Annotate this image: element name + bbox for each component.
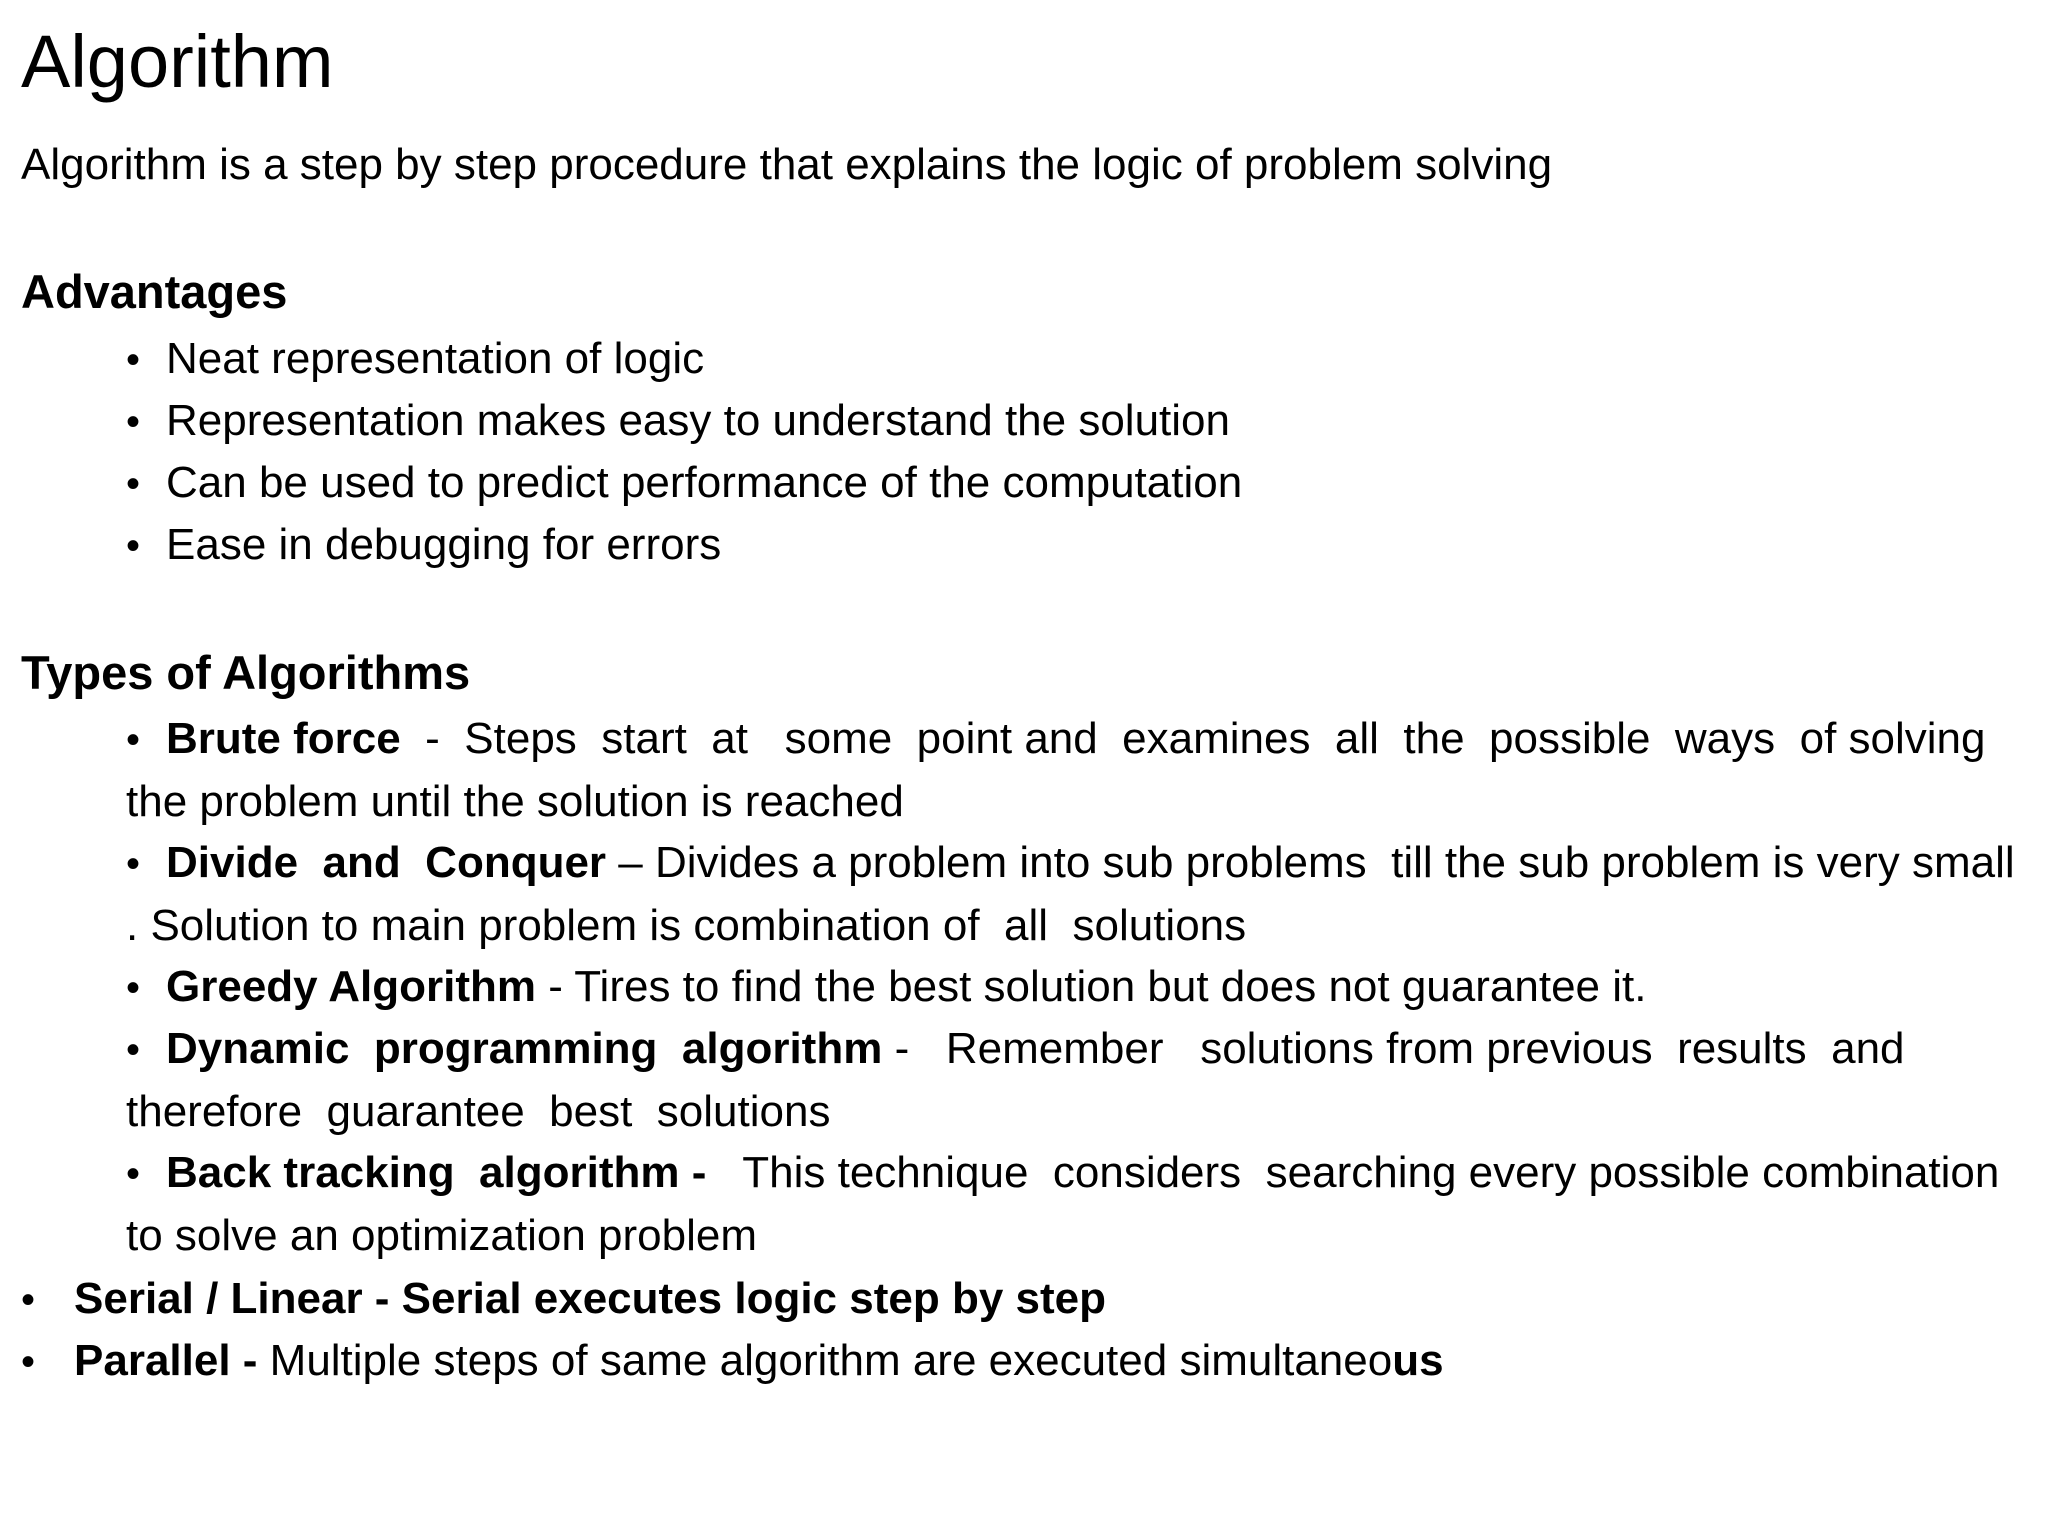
algorithm-type-item <box>126 1018 2026 1142</box>
bullet-icon: • <box>126 842 141 886</box>
advantage-text: Can be used to predict performance of the computation <box>166 458 1243 507</box>
bullet-icon: • <box>126 524 141 568</box>
bullet-icon: • <box>126 966 141 1010</box>
advantage-item <box>126 514 1996 576</box>
bullet-icon: • <box>21 1278 36 1322</box>
advantage-item <box>126 390 1996 452</box>
algorithm-definition: Algorithm is a step by step procedure that explains the logic of problem solving <box>21 140 1553 189</box>
advantage-text: Representation makes easy to understand the solution <box>166 396 1230 445</box>
types-heading: Types of Algorithms <box>21 646 471 699</box>
algorithm-type-item <box>126 956 2026 1018</box>
algorithm-type-name: Divide and Conquer <box>166 838 607 887</box>
serial-text: Serial / Linear - Serial executes logic step by step <box>74 1274 1106 1323</box>
serial-item <box>21 1268 2011 1330</box>
algorithm-type-description: This technique considers searching every possible combination to solve an optimization problem <box>126 1148 2024 1260</box>
parallel-term: Parallel - <box>74 1336 258 1385</box>
advantage-item <box>126 328 1996 390</box>
advantage-item <box>126 452 1996 514</box>
algorithm-type-description: Divides a problem into sub problems till the sub problem is very small . Solution to main problem is combination of all solutions <box>126 838 2027 950</box>
algorithm-type-item <box>126 708 2026 832</box>
algorithm-type-description: Tires to find the best solution but does not guarantee it. <box>574 962 1647 1011</box>
algorithm-types-list <box>126 708 2026 1266</box>
algorithm-type-name: Dynamic programming algorithm <box>166 1024 883 1073</box>
algorithm-type-description: Steps start at some point and examines all the possible ways of solving the problem until the solution is reached <box>126 714 1998 826</box>
bullet-icon: • <box>126 338 141 382</box>
bullet-icon: • <box>126 400 141 444</box>
bullet-icon: • <box>126 718 141 762</box>
parallel-description-tail: us <box>1392 1336 1444 1385</box>
slide-title: Algorithm <box>21 20 334 103</box>
algorithm-type-separator: – <box>606 838 655 887</box>
algorithm-type-description: Remember solutions from previous results and therefore guarantee best solutions <box>126 1024 1917 1136</box>
algorithm-type-separator: - <box>400 714 465 763</box>
algorithm-type-separator: - <box>535 962 575 1011</box>
algorithm-type-name: Brute force <box>166 714 401 763</box>
advantage-text: Neat representation of logic <box>166 334 705 383</box>
parallel-item <box>21 1330 2011 1392</box>
algorithm-type-item <box>126 832 2026 956</box>
parallel-description: Multiple steps of same algorithm are executed simultaneo <box>257 1336 1393 1385</box>
algorithm-type-name: Back tracking algorithm - <box>166 1148 707 1197</box>
bullet-icon: • <box>126 462 141 506</box>
algorithm-type-separator: - <box>882 1024 946 1073</box>
algorithm-type-item <box>126 1142 2026 1266</box>
advantage-text: Ease in debugging for errors <box>166 520 722 569</box>
bullet-icon: • <box>21 1340 36 1384</box>
bullet-icon: • <box>126 1028 141 1072</box>
advantages-list <box>126 328 1996 576</box>
bullet-icon: • <box>126 1152 141 1196</box>
advantages-heading: Advantages <box>21 265 288 318</box>
algorithm-type-name: Greedy Algorithm <box>166 962 536 1011</box>
execution-types-list <box>21 1268 2011 1392</box>
algorithm-type-separator <box>706 1148 742 1197</box>
